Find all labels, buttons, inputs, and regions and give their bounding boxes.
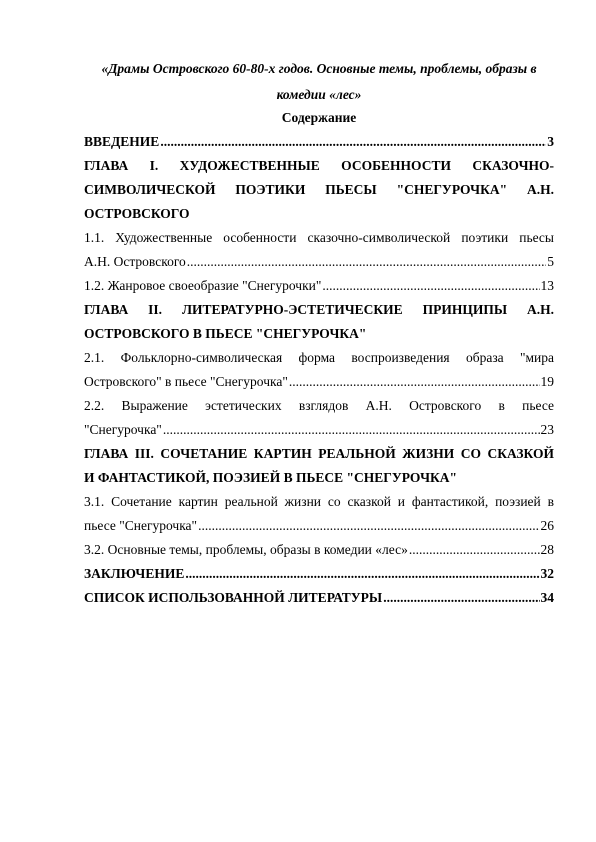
toc-page-number: 32	[540, 566, 554, 581]
toc-entry-line: ОСТРОВСКОГО В ПЬЕСЕ "СНЕГУРОЧКА"	[84, 326, 367, 341]
toc-entry-line: ГЛАВА III. СОЧЕТАНИЕ КАРТИН РЕАЛЬНОЙ ЖИЗНИ СО СКАЗКОЙ	[84, 446, 554, 461]
toc-entry-section-1-1[interactable]	[84, 226, 554, 274]
toc-entry-line: 3.1. Сочетание картин реальной жизни со сказкой и фантастикой, поэзией в	[84, 494, 554, 509]
toc-entry-label: Островского" в пьесе "Снегурочка"	[84, 374, 288, 389]
toc-page-number: 28	[540, 542, 554, 557]
toc-entry-chapter-2[interactable]	[84, 298, 554, 346]
toc-leader-dots	[198, 514, 539, 538]
toc-page-number: 13	[540, 278, 554, 293]
toc-leader-dots	[289, 370, 540, 394]
toc-entry-section-2-2[interactable]	[84, 394, 554, 442]
toc-leader-dots	[409, 538, 540, 562]
document-title-line1: «Драмы Островского 60-80-х годов. Основные темы, проблемы, образы в	[101, 61, 537, 76]
toc-page-number: 23	[540, 422, 554, 437]
toc-leader-dots	[160, 130, 546, 154]
toc-entry-section-1-2[interactable]	[84, 274, 554, 298]
toc-page-number: 26	[540, 518, 554, 533]
toc-entry-label: ЗАКЛЮЧЕНИЕ	[84, 566, 185, 581]
toc-entry-label: пьесе "Снегурочка"	[84, 518, 198, 533]
toc-entry-line: 1.1. Художественные особенности сказочно-символической поэтики пьесы	[84, 230, 554, 245]
toc-entry-label: 3.2. Основные темы, проблемы, образы в комедии «лес»	[84, 542, 408, 557]
toc-page-number: 19	[540, 374, 554, 389]
toc-leader-dots	[187, 250, 546, 274]
toc-page-number: 3	[547, 134, 554, 149]
toc-entry-conclusion[interactable]	[84, 562, 554, 586]
toc-entry-section-2-1[interactable]	[84, 346, 554, 394]
toc-leader-dots	[383, 586, 539, 610]
toc-leader-dots	[322, 274, 539, 298]
toc-entry-label: СПИСОК ИСПОЛЬЗОВАННОЙ ЛИТЕРАТУРЫ	[84, 590, 383, 605]
toc-page-number: 34	[540, 590, 554, 605]
toc-entry-line: СИМВОЛИЧЕСКОЙ ПОЭТИКИ ПЬЕСЫ "СНЕГУРОЧКА" А.Н.	[84, 182, 554, 197]
toc-entry-intro[interactable]	[84, 130, 554, 154]
toc-entry-section-3-2[interactable]	[84, 538, 554, 562]
toc-entry-line: ГЛАВА I. ХУДОЖЕСТВЕННЫЕ ОСОБЕННОСТИ СКАЗОЧНО-	[84, 158, 554, 173]
toc-entry-references[interactable]	[84, 586, 554, 610]
toc-entry-label: А.Н. Островского	[84, 254, 186, 269]
toc-entry-label: 1.2. Жанровое своеобразие "Снегурочки"	[84, 278, 322, 293]
document-title	[84, 56, 554, 108]
toc-heading: Содержание	[281, 110, 357, 125]
document-title-line2: комедии «лес»	[276, 87, 362, 102]
toc-entry-chapter-3[interactable]	[84, 442, 554, 490]
toc-leader-dots	[163, 418, 540, 442]
toc-page-number: 5	[547, 254, 554, 269]
toc-entry-label: "Снегурочка"	[84, 422, 162, 437]
toc-entry-line: ОСТРОВСКОГО	[84, 206, 190, 221]
toc-entry-line: 2.2. Выражение эстетических взглядов А.Н. Островского в пьесе	[84, 398, 554, 413]
toc-entry-label: ВВЕДЕНИЕ	[84, 134, 160, 149]
toc-entry-chapter-1[interactable]	[84, 154, 554, 226]
toc-entry-line: 2.1. Фольклорно-символическая форма воспроизведения образа "мира	[84, 350, 554, 365]
toc-leader-dots	[185, 562, 539, 586]
toc-entry-section-3-1[interactable]	[84, 490, 554, 538]
toc-entry-line: И ФАНТАСТИКОЙ, ПОЭЗИЕЙ В ПЬЕСЕ "СНЕГУРОЧКА"	[84, 470, 458, 485]
table-of-contents	[84, 130, 554, 610]
document-page	[84, 56, 554, 610]
toc-entry-line: ГЛАВА II. ЛИТЕРАТУРНО-ЭСТЕТИЧЕСКИЕ ПРИНЦИПЫ А.Н.	[84, 302, 554, 317]
